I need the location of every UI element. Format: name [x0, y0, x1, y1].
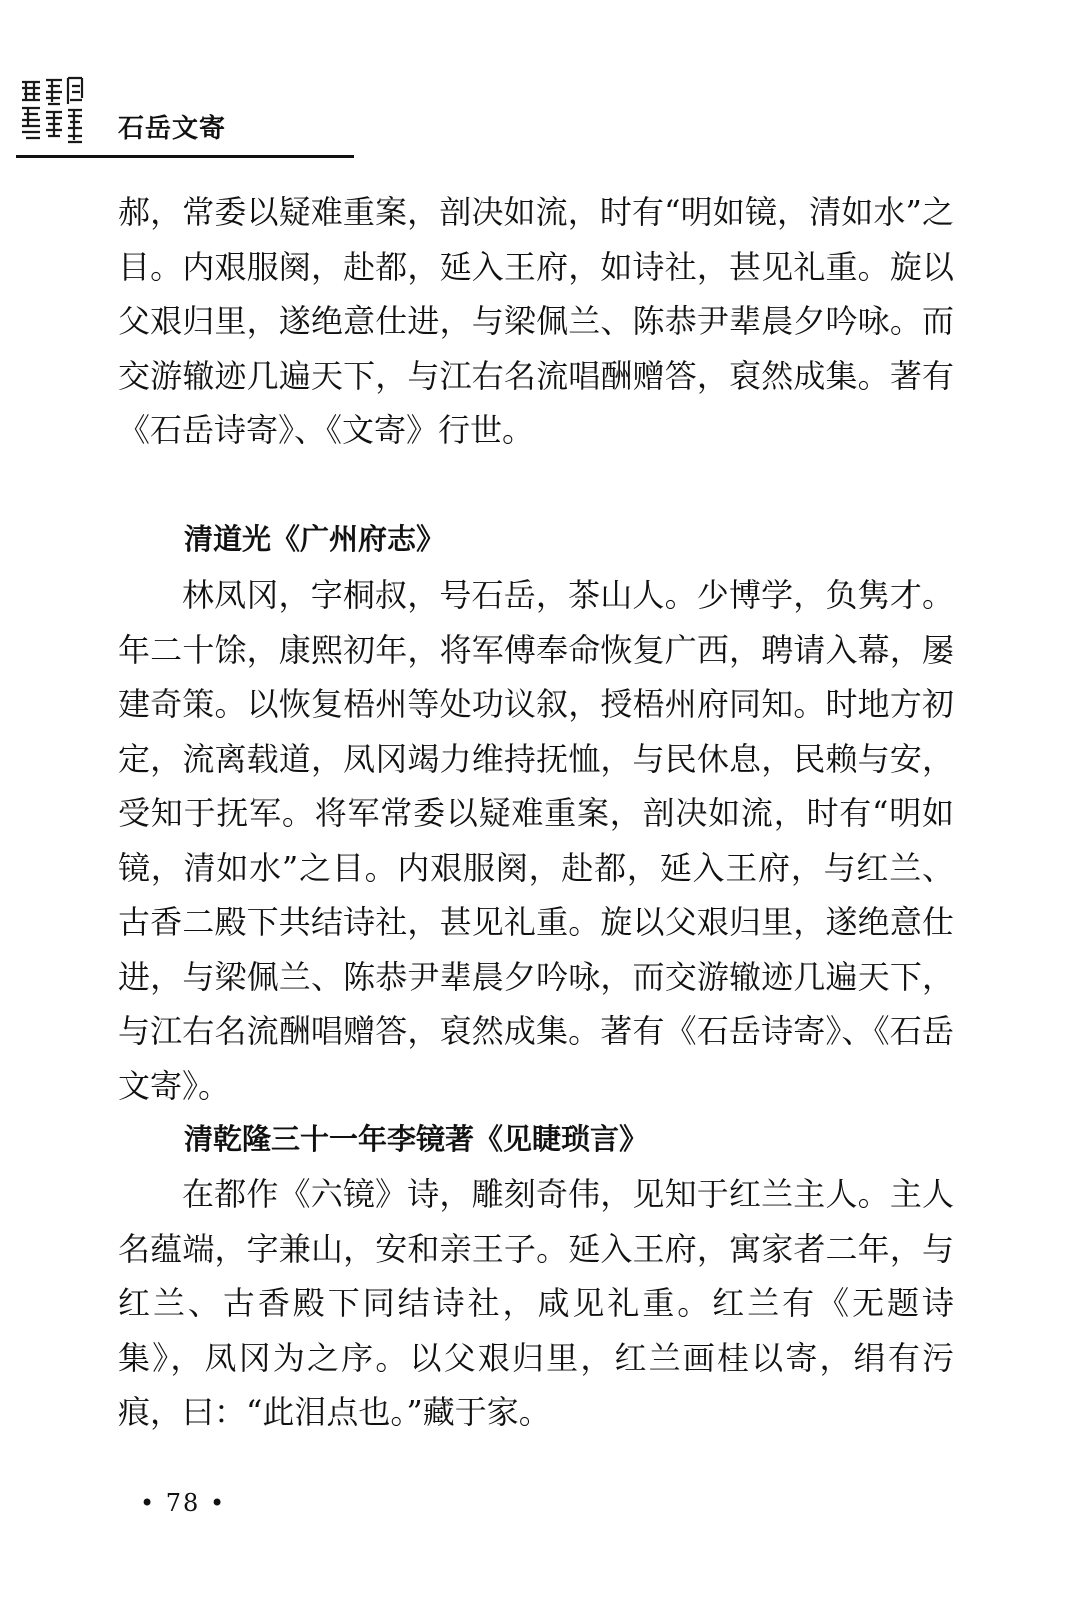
header-divider [16, 155, 354, 158]
paragraph-guangzhou-fuzhi: 林凤冈，字桐叔，号石岳，茶山人。少博学，负隽才。年二十馀，康熙初年，将军傅奉命恢复广西，聘请入幕，屡建奇策。以恢复梧州等处功议叙，授梧州府同知。时地方初定，流离载道，凤冈竭力维持抚恤，与民休息，民赖与安，受知于抚军。将军常委以疑难重案，剖决如流，时有“明如镜，清如水”之目。内艰服阕，赴都，延入王府，与红兰、古香二殿下共结诗社，甚见礼重。旋以父艰归里，遂绝意仕进，与梁佩兰、陈恭尹辈晨夕吟咏，而交游辙迹几遍天下，与江右名流酬唱赠答，裒然成集。著有《石岳诗寄》、《石岳文寄》。 [118, 576, 954, 1105]
running-header-title: 石岳文寄 [118, 114, 227, 144]
section-heading-jianjie-suoyan: 清乾隆三十一年李镜著《见睫琐言》 [184, 1122, 649, 1156]
seal-stamp-icon [18, 72, 86, 146]
paragraph-continued: 郝，常委以疑难重案，剖决如流，时有“明如镜，清如水”之目。内艰服阕，赴都，延入王府，如诗社，甚见礼重。旋以父艰归里，遂绝意仕进，与梁佩兰、陈恭尹辈晨夕吟咏。而交游辙迹几遍天下，与江右名流唱酬赠答，裒然成集。著有《石岳诗寄》、《文寄》行世。 [118, 193, 954, 449]
section-heading-guangzhou-fuzhi: 清道光《广州府志》 [184, 522, 446, 556]
page-number: • 78 • [140, 1489, 227, 1517]
paragraph-jianjie-suoyan: 在都作《六镜》诗，雕刻奇伟，见知于红兰主人。主人名蕴端，字兼山，安和亲王子。延入王府，寓家者二年，与红兰、古香殿下同结诗社，咸见礼重。红兰有《无题诗集》，凤冈为之序。以父艰归里，红兰画桂以寄，绢有污痕，曰：“此泪点也。”藏于家。 [118, 1175, 954, 1431]
